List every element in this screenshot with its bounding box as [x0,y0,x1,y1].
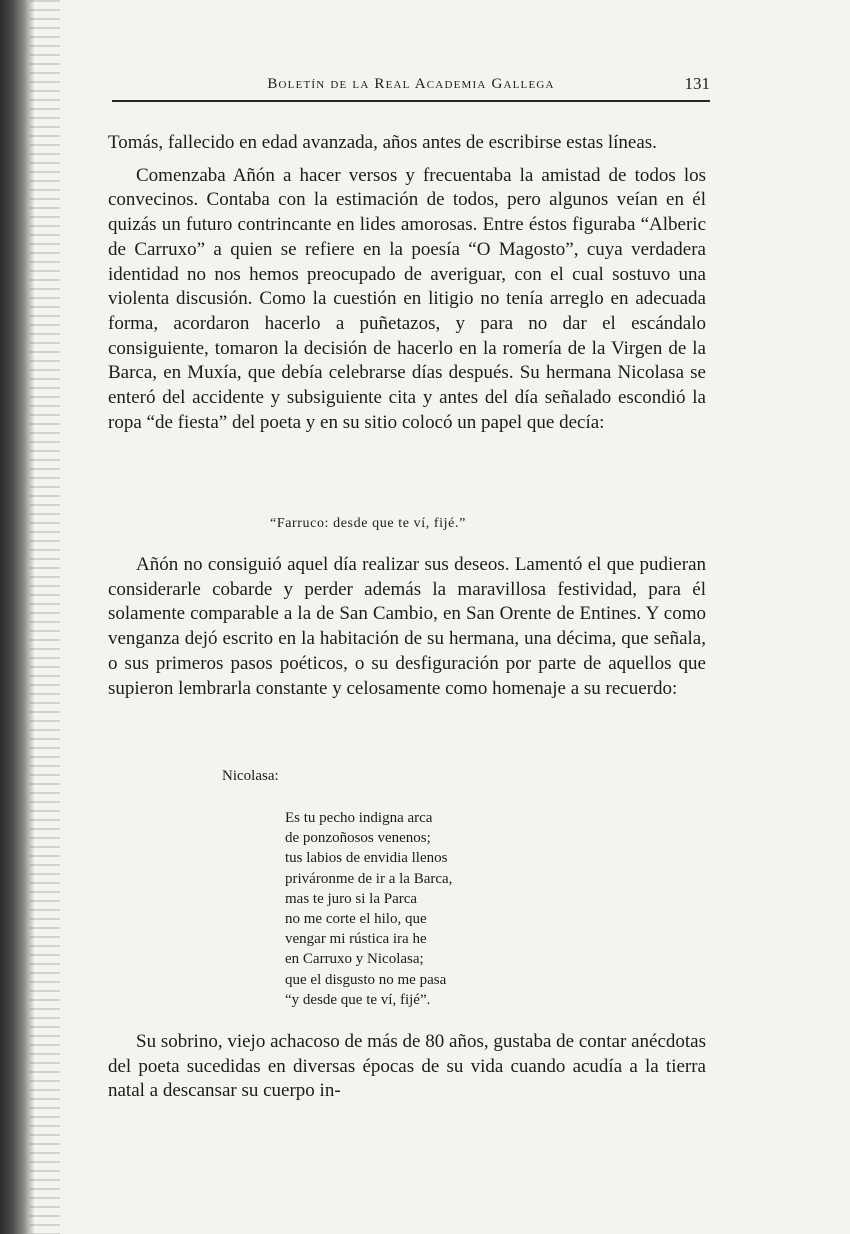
gutter-texture [30,0,60,1234]
quoted-note: “Farruco: desde que te ví, fijé.” [270,516,466,531]
body-text-bottom [108,1030,706,1104]
verse-line: no me corte el hilo, que [285,911,427,928]
verse-line: que el disgusto no me pasa [285,971,447,988]
verse-line: “y desde que te ví, fijé”. [285,991,431,1008]
verse-line: en Carruxo y Nicolasa; [285,951,424,968]
verse-line: vengar mi rústica ira he [285,931,427,948]
paragraph-3: Añón no consiguió aquel día realizar sus deseos. Lamentó el que pudieran considerarle cobarde y perder además la maravillosa festividad, para él solamente comparable a la de San Cambio, en San Orente de Entines. Y como venganza dejó escrito en la habitación de su hermana, una décima, que señala, o sus primeros pasos poéticos, o su desfiguración por parte de aquellos que supieron lembrarla constante y celosamente como homenaje a su recuerdo: [108,554,706,699]
verse-line: mas te juro si la Parca [285,890,418,907]
body-text-middle [108,553,706,701]
paragraph-1: Tomás, fallecido en edad avanzada, años antes de escribirse estas líneas. [108,132,657,153]
poem-speaker: Nicolasa: [222,768,279,784]
verse-line: Es tu pecho indigna arca [285,810,433,826]
header-rule [112,100,710,102]
page-header [112,72,710,102]
running-title: Boletín de la Real Academia Gallega [267,76,555,92]
verse-line: priváronme de ir a la Barca, [285,870,453,887]
verse-line: de ponzoñosos venenos; [285,830,431,847]
page-number: 131 [684,74,710,93]
paragraph-2: Comenzaba Añón a hacer versos y frecuentaba la amistad de todos los convecinos. Contaba con la estimación de todos, pero algunos veían en él quizás un futuro contrincante en lides amorosas. Entre éstos figuraba “Alberic de Carruxo” a quien se refiere en la poesía “O Magosto”, cuya verdadera identidad no nos hemos preocupado de averiguar, con el cual sostuvo una violenta discusión. Como la cuestión en litigio no tenía arreglo en adecuada forma, acordaron hacerlo a puñetazos, y para no dar el escándalo consiguiente, tomaron la decisión de hacerlo en la romería de la Virgen de la Barca, en Muxía, que debía celebrarse días después. Su hermana Nicolasa se enteró del accidente y subsiguiente cita y antes del día señalado escondió la ropa “de fiesta” del poeta y en su sitio colocó un papel que decía: [108,164,706,433]
paragraph-4: Su sobrino, viejo achacoso de más de 80 años, gustaba de contar anécdotas del poeta sucedidas en diversas épocas de su vida cuando acudía a la tierra natal a descansar su cuerpo in- [108,1031,706,1102]
verse-line: tus labios de envidia llenos [285,850,448,867]
poem-decima [285,808,452,1010]
body-text-top [108,131,706,435]
book-binding-shadow [0,0,34,1234]
